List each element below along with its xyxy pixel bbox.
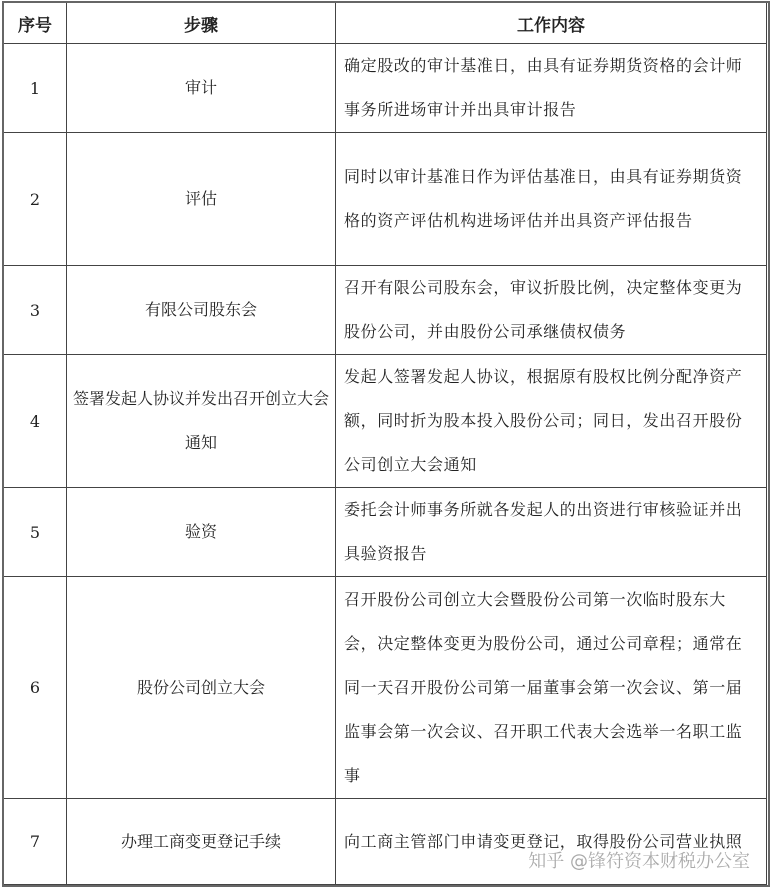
- table-row: [4, 266, 767, 355]
- row-step: 签署发起人协议并发出召开创立大会通知: [67, 355, 336, 488]
- table-row: [4, 488, 767, 577]
- row-step: 审计: [67, 44, 336, 133]
- row-content: 召开股份公司创立大会暨股份公司第一次临时股东大会，决定整体变更为股份公司，通过公司章程；通常在同一天召开股份公司第一届董事会第一次会议、第一届监事会第一次会议、召开职工代表大会选举一名职工监事: [336, 577, 767, 799]
- row-step: 评估: [67, 133, 336, 266]
- row-step: 股份公司创立大会: [67, 577, 336, 799]
- header-step: 步骤: [67, 3, 336, 44]
- watermark: 知乎 @锋符资本财税办公室: [528, 851, 750, 872]
- table-row: [4, 355, 767, 488]
- row-content: 召开有限公司股东会，审议折股比例，决定整体变更为股份公司，并由股份公司承继债权债务: [336, 266, 767, 355]
- row-no: 5: [4, 488, 67, 577]
- row-step: 有限公司股东会: [67, 266, 336, 355]
- header-no: 序号: [4, 3, 67, 44]
- row-no: 3: [4, 266, 67, 355]
- row-step: 验资: [67, 488, 336, 577]
- row-content: 同时以审计基准日作为评估基准日，由具有证券期货资格的资产评估机构进场评估并出具资产评估报告: [336, 133, 767, 266]
- row-content: 发起人签署发起人协议，根据原有股权比例分配净资产额，同时折为股本投入股份公司；同日，发出召开股份公司创立大会通知: [336, 355, 767, 488]
- ipo-restructuring-steps-table: [3, 2, 767, 885]
- row-no: 2: [4, 133, 67, 266]
- table-row: [4, 577, 767, 799]
- row-content: 确定股改的审计基准日，由具有证券期货资格的会计师事务所进场审计并出具审计报告: [336, 44, 767, 133]
- header-content: 工作内容: [336, 3, 767, 44]
- row-step: 办理工商变更登记手续: [67, 799, 336, 885]
- row-content: 向工商主管部门申请变更登记，取得股份公司营业执照: [336, 799, 767, 885]
- row-no: 7: [4, 799, 67, 885]
- row-no: 4: [4, 355, 67, 488]
- row-no: 1: [4, 44, 67, 133]
- table-header-row: [4, 3, 767, 44]
- table-row: [4, 133, 767, 266]
- table-row: [4, 44, 767, 133]
- row-content: 委托会计师事务所就各发起人的出资进行审核验证并出具验资报告: [336, 488, 767, 577]
- row-no: 6: [4, 577, 67, 799]
